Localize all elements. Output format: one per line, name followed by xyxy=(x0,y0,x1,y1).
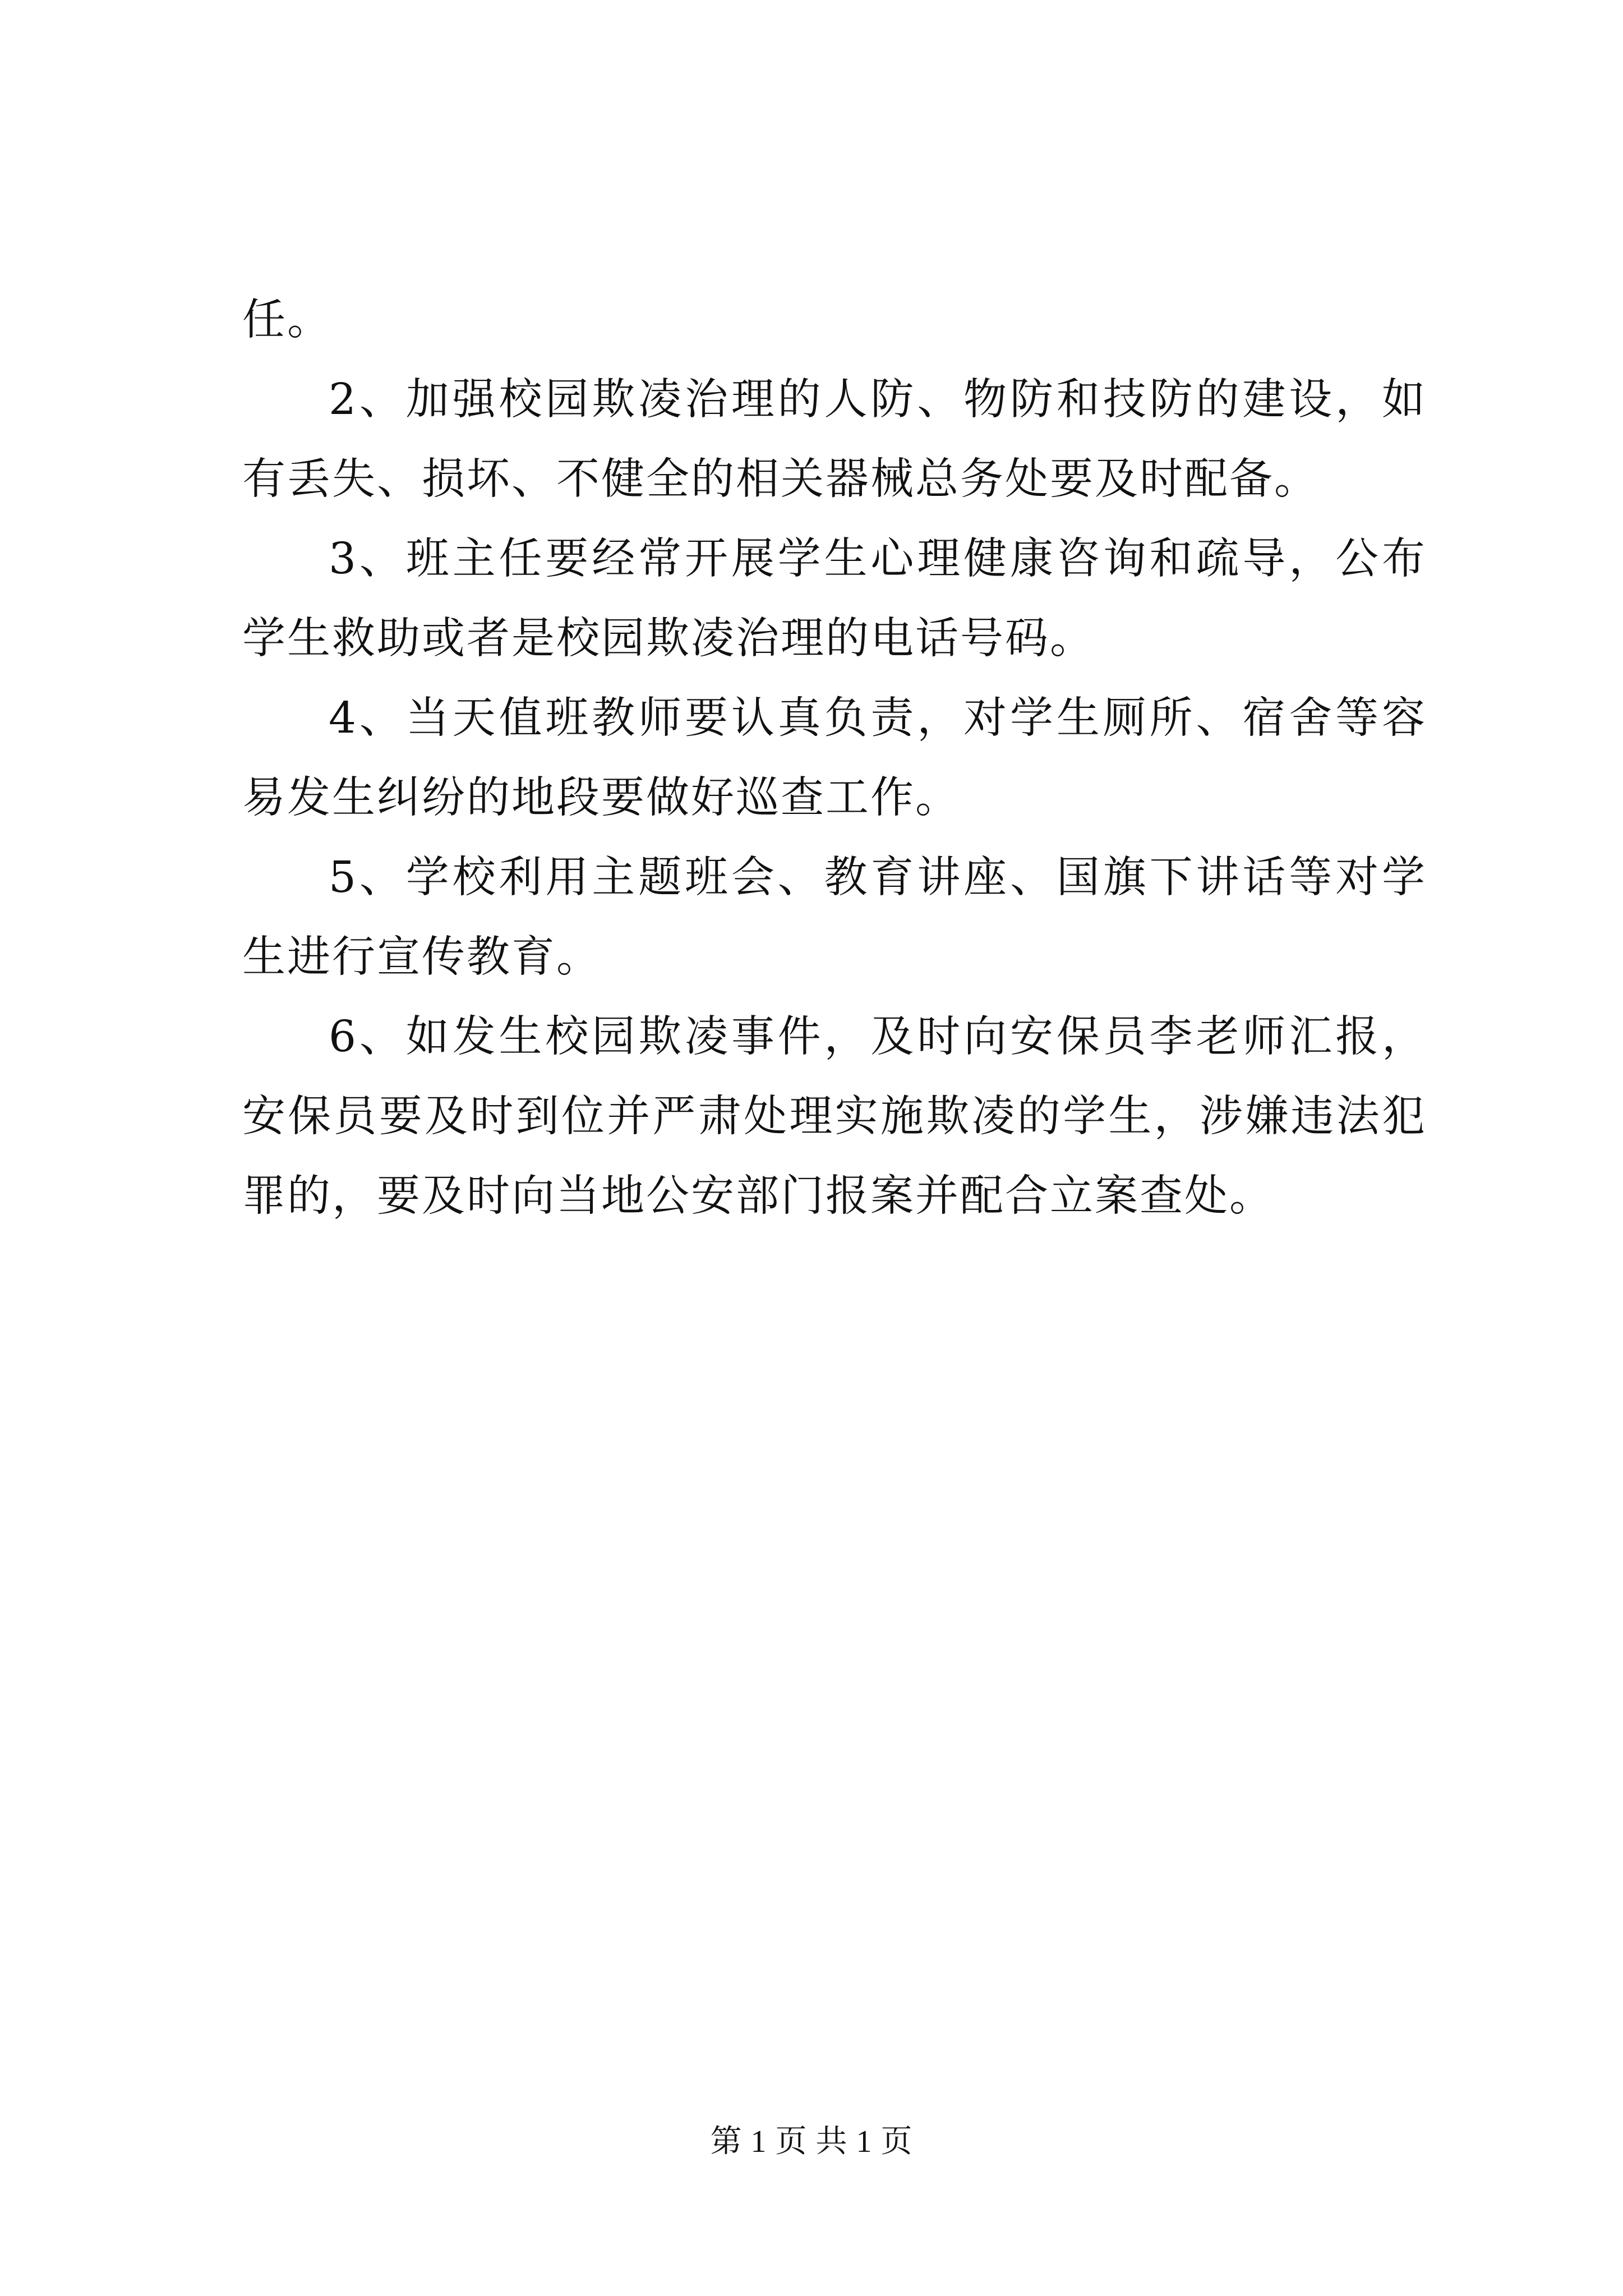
paragraph-item-4: 4、当天值班教师要认真负责，对学生厕所、宿舍等容易发生纠纷的地段要做好巡查工作。 xyxy=(242,693,1427,823)
page-footer: 第 1 页 共 1 页 xyxy=(710,2124,913,2159)
paragraph-item-5: 5、学校利用主题班会、教育讲座、国旗下讲话等对学生进行宣传教育。 xyxy=(242,853,1427,982)
paragraph-item-3: 3、班主任要经常开展学生心理健康咨询和疏导，公布学生救助或者是校园欺凌治理的电话号码。 xyxy=(242,534,1427,664)
document-body xyxy=(242,280,1427,1236)
paragraph-item-6: 6、如发生校园欺凌事件，及时向安保员李老师汇报，安保员要及时到位并严肃处理实施欺凌的学生，涉嫌违法犯罪的，要及时向当地公安部门报案并配合立案查处。 xyxy=(242,1012,1427,1221)
paragraph-continuation: 任。 xyxy=(242,295,332,345)
paragraph-item-2: 2、加强校园欺凌治理的人防、物防和技防的建设，如有丢失、损坏、不健全的相关器械总务处要及时配备。 xyxy=(242,375,1427,504)
